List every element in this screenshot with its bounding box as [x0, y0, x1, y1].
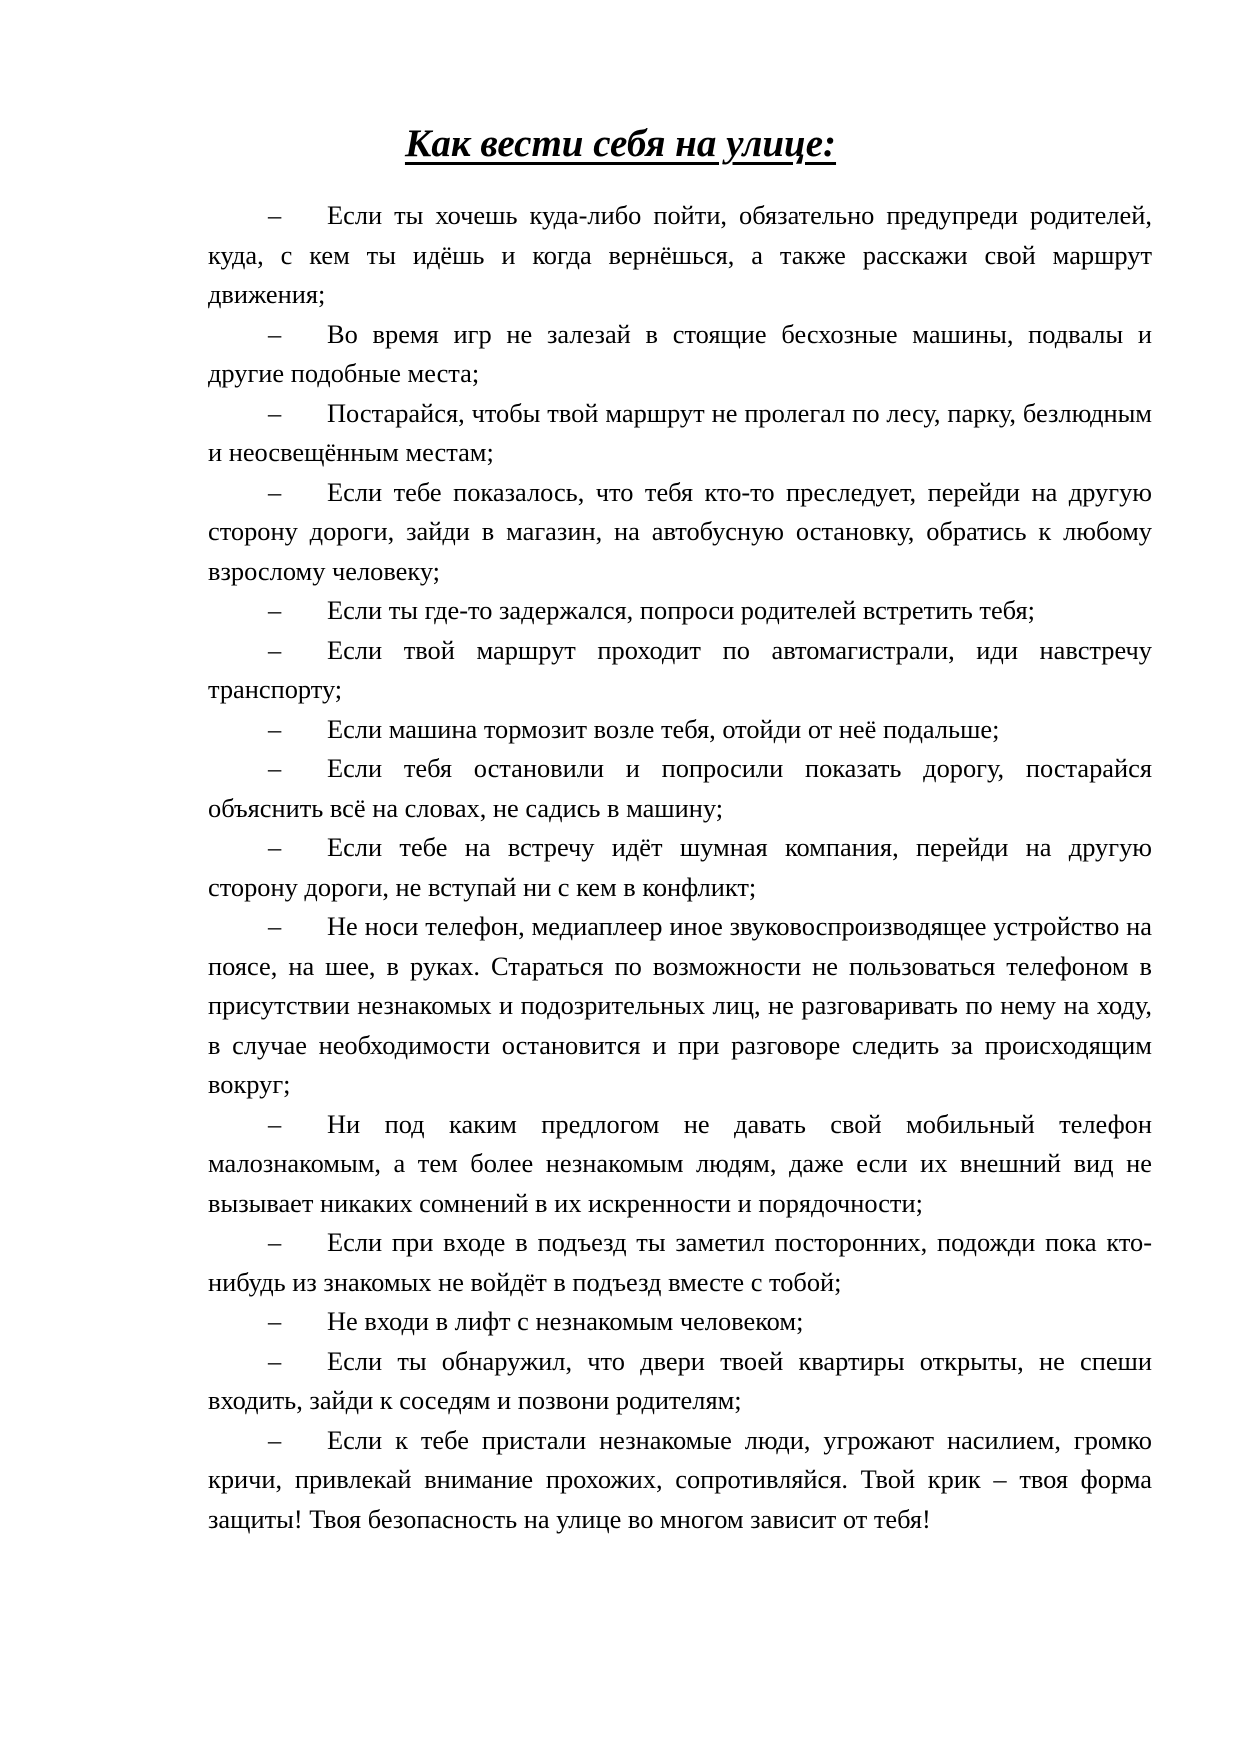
- rule-item: [208, 196, 1152, 315]
- dash-bullet: –: [268, 911, 282, 941]
- rule-text: Если к тебе пристали незнакомые люди, угрожают насилием, громко кричи, привлекай внимание прохожих, сопротивляйся. Твой крик – твоя форма защиты! Твоя безопасность на улице во многом зависит от тебя!: [208, 1424, 1152, 1534]
- rule-text: Если ты где-то задержался, попроси родителей встретить тебя;: [327, 595, 1035, 625]
- rule-item: [208, 1421, 1152, 1540]
- document-title: Как вести себя на улице:: [404, 122, 837, 165]
- dash-bullet: –: [268, 476, 282, 507]
- rule-text: Если твой маршрут проходит по автомагистрали, иди навстречу транспорту;: [208, 634, 1152, 704]
- rule-text: Если тебя остановили и попросили показать дорогу, постарайся объяснить всё на словах, не садись в машину;: [208, 753, 1152, 823]
- dash-bullet: –: [268, 832, 282, 862]
- rule-text: Если тебе показалось, что тебя кто-то преследует, перейди на другую сторону дороги, зайди в магазин, на автобусную остановку, обратись к любому взрослому человеку;: [208, 476, 1152, 586]
- dash-bullet: –: [268, 1424, 282, 1455]
- rule-text: Если тебе на встречу идёт шумная компания, перейди на другую сторону дороги, не вступай ни с кем в конфликт;: [208, 832, 1152, 902]
- rule-text: Если ты обнаружил, что двери твоей квартиры открыты, не спеши входить, зайди к соседям и позвони родителям;: [208, 1345, 1152, 1415]
- rule-item: [208, 473, 1152, 592]
- rule-item: [208, 1223, 1152, 1302]
- rule-item: [208, 394, 1152, 473]
- dash-bullet: –: [268, 1306, 282, 1336]
- dash-bullet: –: [268, 634, 282, 665]
- rule-text: Постарайся, чтобы твой маршрут не пролегал по лесу, парку, безлюдным и неосвещённым местам;: [208, 397, 1152, 467]
- rule-item: [208, 907, 1152, 1105]
- rule-text: Если ты хочешь куда-либо пойти, обязательно предупреди родителей, куда, с кем ты идёшь и когда вернёшься, а также расскажи свой маршрут движения;: [208, 200, 1152, 309]
- dash-bullet: –: [268, 1227, 282, 1257]
- dash-bullet: –: [268, 713, 282, 744]
- dash-bullet: –: [268, 1345, 282, 1376]
- dash-bullet: –: [268, 1108, 282, 1139]
- dash-bullet: –: [268, 397, 282, 428]
- rule-text: Не носи телефон, медиаплеер иное звуковоспроизводящее устройство на поясе, на шее, в руках. Стараться по возможности не пользоваться телефоном в присутствии незнакомых и подозрительных лиц, не разговаривать по нему на ходу, в случае необходимости остановится и при разговоре следить за происходящим вокруг;: [208, 911, 1152, 1099]
- rule-item: [208, 315, 1152, 394]
- rule-item: [208, 828, 1152, 907]
- rule-text: Ни под каким предлогом не давать свой мобильный телефон малознакомым, а тем более незнакомым людям, даже если их внешний вид не вызывает никаких сомнений в их искренности и порядочности;: [208, 1108, 1152, 1218]
- rules-list: [208, 196, 1152, 1539]
- dash-bullet: –: [268, 595, 282, 625]
- rule-item: [208, 1342, 1152, 1421]
- dash-bullet: –: [268, 200, 282, 230]
- rule-item: [208, 749, 1152, 828]
- rule-item: [208, 710, 1152, 750]
- rule-item: [208, 631, 1152, 710]
- rule-text: Если машина тормозит возле тебя, отойди от неё подальше;: [327, 713, 1000, 744]
- dash-bullet: –: [268, 753, 282, 783]
- rule-item: [208, 1302, 1152, 1342]
- rule-text: Если при входе в подъезд ты заметил посторонних, подожди пока кто-нибудь из знакомых не войдёт в подъезд вместе с тобой;: [208, 1227, 1152, 1297]
- rule-text: Не входи в лифт с незнакомым человеком;: [327, 1306, 804, 1336]
- rule-item: [208, 1105, 1152, 1224]
- rule-item: [208, 591, 1152, 631]
- dash-bullet: –: [268, 318, 282, 349]
- rule-text: Во время игр не залезай в стоящие бесхозные машины, подвалы и другие подобные места;: [208, 318, 1152, 388]
